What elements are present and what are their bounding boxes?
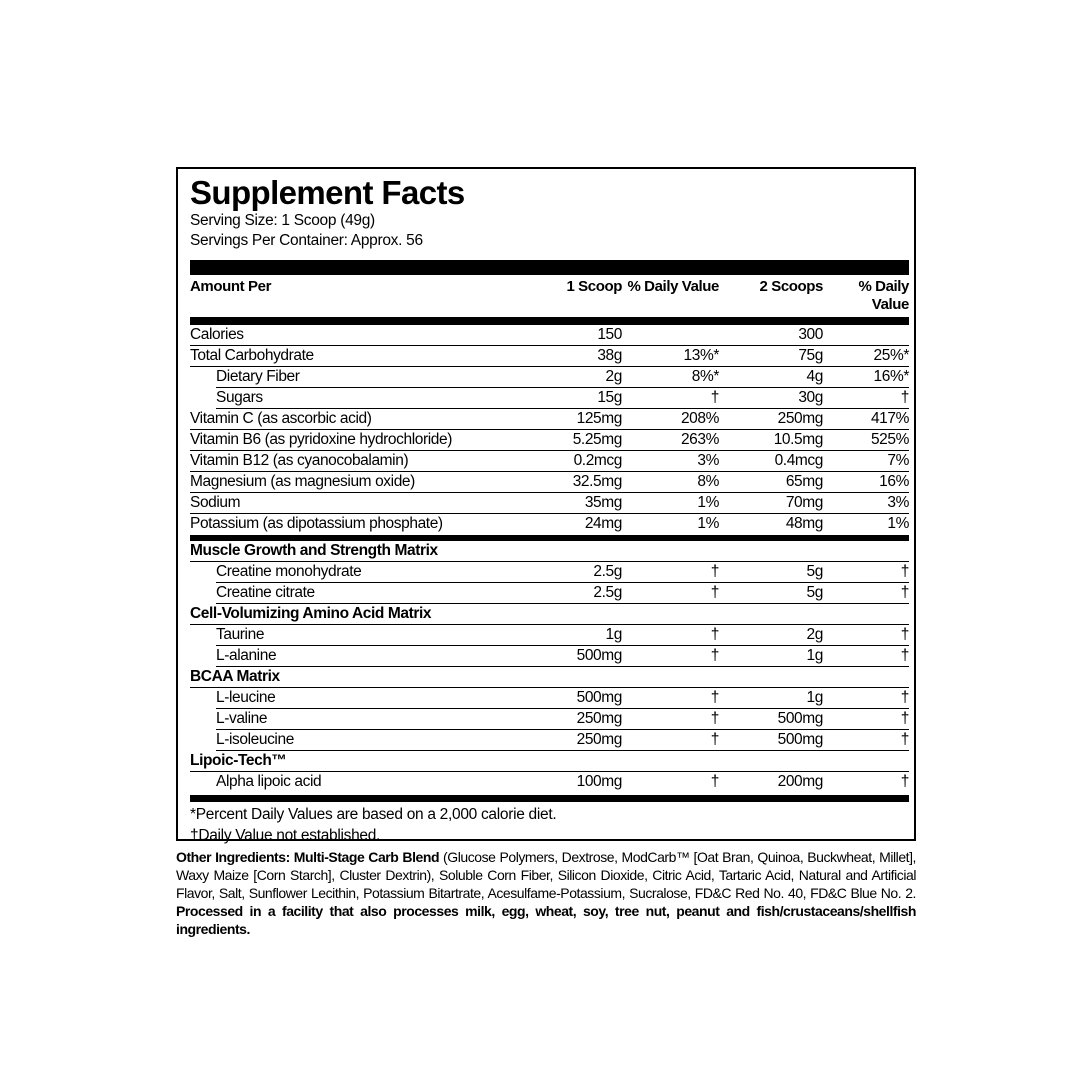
dv-2-scoops: 3% bbox=[887, 494, 909, 511]
serving-size: Serving Size: 1 Scoop (49g) bbox=[190, 212, 375, 229]
table-row bbox=[190, 325, 909, 346]
dv-1-scoop: 3% bbox=[697, 452, 719, 469]
dv-2-scoops: 1% bbox=[887, 515, 909, 532]
matrix-heading: Lipoic-Tech™ bbox=[190, 752, 287, 769]
servings-per-container: Servings Per Container: Approx. 56 bbox=[190, 232, 423, 249]
supplement-facts-panel bbox=[176, 167, 916, 844]
dv-2-scoops: † bbox=[900, 584, 909, 601]
dv-2-scoops: † bbox=[900, 626, 909, 643]
dv-2-scoops: 16% bbox=[879, 473, 909, 490]
divider-bar bbox=[190, 795, 909, 802]
table-row bbox=[216, 688, 909, 709]
table-row bbox=[190, 451, 909, 472]
amount-1-scoop: 5.25mg bbox=[572, 431, 622, 448]
dv-1-scoop: † bbox=[710, 773, 719, 790]
dv-1-scoop: † bbox=[710, 710, 719, 727]
amount-2-scoops: 5g bbox=[806, 563, 823, 580]
table-row bbox=[216, 709, 909, 730]
amount-1-scoop: 32.5mg bbox=[572, 473, 622, 490]
dv-2-scoops: 7% bbox=[887, 452, 909, 469]
header-dv-1: % Daily Value bbox=[627, 278, 719, 295]
nutrient-name: Sugars bbox=[216, 389, 263, 406]
amount-2-scoops: 500mg bbox=[777, 710, 823, 727]
nutrient-name: Potassium (as dipotassium phosphate) bbox=[190, 515, 443, 532]
nutrient-name: L-isoleucine bbox=[216, 731, 294, 748]
dv-1-scoop: † bbox=[710, 626, 719, 643]
table-row bbox=[216, 388, 909, 409]
table-row bbox=[190, 667, 909, 688]
dv-2-scoops: † bbox=[900, 563, 909, 580]
amount-2-scoops: 1g bbox=[806, 689, 823, 706]
dv-1-scoop: † bbox=[710, 731, 719, 748]
nutrient-name: L-alanine bbox=[216, 647, 277, 664]
footnote-dv: *Percent Daily Values are based on a 2,000 calorie diet. bbox=[190, 806, 557, 823]
amount-2-scoops: 65mg bbox=[785, 473, 823, 490]
dv-2-scoops: 16%* bbox=[873, 368, 909, 385]
dv-2-scoops: 417% bbox=[870, 410, 909, 427]
dv-1-scoop: 8%* bbox=[691, 368, 719, 385]
table-row bbox=[190, 514, 909, 535]
amount-1-scoop: 125mg bbox=[576, 410, 622, 427]
amount-2-scoops: 250mg bbox=[777, 410, 823, 427]
table-row bbox=[190, 472, 909, 493]
table-row bbox=[216, 772, 909, 793]
table-row bbox=[190, 604, 909, 625]
amount-2-scoops: 75g bbox=[798, 347, 823, 364]
nutrient-name: Sodium bbox=[190, 494, 241, 511]
matrix-heading: Muscle Growth and Strength Matrix bbox=[190, 542, 438, 559]
nutrient-name: Creatine monohydrate bbox=[216, 563, 362, 580]
dv-1-scoop: 8% bbox=[697, 473, 719, 490]
dv-1-scoop: 208% bbox=[680, 410, 719, 427]
amount-2-scoops: 48mg bbox=[785, 515, 823, 532]
amount-1-scoop: 1g bbox=[605, 626, 622, 643]
matrix-heading: Cell-Volumizing Amino Acid Matrix bbox=[190, 605, 432, 622]
dv-2-scoops: 25%* bbox=[873, 347, 909, 364]
dv-1-scoop: † bbox=[710, 647, 719, 664]
dv-2-scoops: † bbox=[900, 689, 909, 706]
nutrient-name: L-leucine bbox=[216, 689, 276, 706]
nutrient-name: Dietary Fiber bbox=[216, 368, 300, 385]
amount-1-scoop: 500mg bbox=[576, 689, 622, 706]
amount-2-scoops: 10.5mg bbox=[773, 431, 823, 448]
amount-1-scoop: 38g bbox=[597, 347, 622, 364]
table-row bbox=[216, 625, 909, 646]
table-row bbox=[216, 646, 909, 667]
nutrient-name: Total Carbohydrate bbox=[190, 347, 314, 364]
table-row bbox=[190, 409, 909, 430]
amount-1-scoop: 250mg bbox=[576, 710, 622, 727]
nutrient-name: L-valine bbox=[216, 710, 268, 727]
other-ingredients-label: Other Ingredients: Multi-Stage Carb Blend bbox=[176, 849, 440, 865]
allergen-warning: Processed in a facility that also processes milk, egg, wheat, soy, tree nut, peanut and fish/crustaceans/shellfish ingredients. bbox=[176, 903, 916, 937]
dv-1-scoop: 1% bbox=[697, 494, 719, 511]
amount-2-scoops: 2g bbox=[806, 626, 823, 643]
nutrient-rows bbox=[190, 325, 909, 535]
table-row bbox=[216, 562, 909, 583]
amount-1-scoop: 2g bbox=[605, 368, 622, 385]
dv-1-scoop: † bbox=[710, 389, 719, 406]
amount-1-scoop: 2.5g bbox=[593, 584, 622, 601]
panel-title: Supplement Facts bbox=[190, 174, 465, 211]
table-row bbox=[216, 367, 909, 388]
table-row bbox=[190, 430, 909, 451]
dv-2-scoops: † bbox=[900, 773, 909, 790]
amount-2-scoops: 1g bbox=[806, 647, 823, 664]
amount-2-scoops: 300 bbox=[798, 326, 823, 343]
matrix-rows bbox=[190, 541, 909, 793]
amount-1-scoop: 250mg bbox=[576, 731, 622, 748]
dv-1-scoop: † bbox=[710, 689, 719, 706]
amount-1-scoop: 150 bbox=[597, 326, 622, 343]
nutrient-name: Calories bbox=[190, 326, 244, 343]
header-amount: Amount Per bbox=[190, 278, 272, 295]
amount-1-scoop: 500mg bbox=[576, 647, 622, 664]
nutrient-name: Taurine bbox=[216, 626, 265, 643]
dv-2-scoops: † bbox=[900, 389, 909, 406]
dv-1-scoop: 1% bbox=[697, 515, 719, 532]
table-row bbox=[190, 751, 909, 772]
dv-1-scoop: † bbox=[710, 584, 719, 601]
nutrient-name: Vitamin B6 (as pyridoxine hydrochloride) bbox=[190, 431, 452, 448]
amount-1-scoop: 15g bbox=[597, 389, 622, 406]
amount-2-scoops: 500mg bbox=[777, 731, 823, 748]
dv-1-scoop: 263% bbox=[680, 431, 719, 448]
table-row bbox=[216, 730, 909, 751]
other-ingredients bbox=[176, 848, 916, 938]
dv-2-scoops bbox=[823, 325, 909, 345]
nutrient-name: Vitamin B12 (as cyanocobalamin) bbox=[190, 452, 409, 469]
table-header bbox=[190, 275, 909, 317]
table-row bbox=[190, 493, 909, 514]
amount-2-scoops: 70mg bbox=[785, 494, 823, 511]
header-dv-2: % Daily Value bbox=[858, 278, 909, 313]
footnote-dagger: †Daily Value not established. bbox=[190, 827, 381, 844]
amount-1-scoop: 100mg bbox=[576, 773, 622, 790]
amount-2-scoops: 200mg bbox=[777, 773, 823, 790]
dv-2-scoops: † bbox=[900, 647, 909, 664]
table-row bbox=[190, 541, 909, 562]
other-ingredients-text: (Glucose Polymers, Dextrose, ModCarb™ [Oat Bran, Quinoa, Buckwheat, Millet], Waxy Maize [Corn Starch], Cluster Dextrin), Soluble Corn Fiber, Silicon Dioxide, Citric Acid, Tartaric Acid, Natural and Artificial Flavor, Salt, Sunflower Lecithin, Potassium Bitartrate, Acesulfame-Potassium, Sucralose, FD&C Red No. 40, FD&C Blue No. 2. bbox=[176, 849, 916, 901]
header-2-scoops: 2 Scoops bbox=[759, 278, 823, 295]
dv-1-scoop bbox=[622, 325, 719, 345]
header-1-scoop: 1 Scoop bbox=[566, 278, 622, 295]
amount-2-scoops: 0.4mcg bbox=[774, 452, 823, 469]
table-row bbox=[216, 583, 909, 604]
divider-bar bbox=[190, 260, 909, 275]
amount-2-scoops: 5g bbox=[806, 584, 823, 601]
dv-2-scoops: † bbox=[900, 710, 909, 727]
nutrient-name: Alpha lipoic acid bbox=[216, 773, 322, 790]
nutrient-name: Creatine citrate bbox=[216, 584, 315, 601]
divider-bar bbox=[190, 317, 909, 325]
amount-2-scoops: 4g bbox=[806, 368, 823, 385]
dv-2-scoops: † bbox=[900, 731, 909, 748]
nutrient-name: Magnesium (as magnesium oxide) bbox=[190, 473, 415, 490]
amount-1-scoop: 35mg bbox=[584, 494, 622, 511]
table-row bbox=[190, 346, 909, 367]
dv-1-scoop: † bbox=[710, 563, 719, 580]
nutrient-name: Vitamin C (as ascorbic acid) bbox=[190, 410, 372, 427]
amount-1-scoop: 0.2mcg bbox=[573, 452, 622, 469]
matrix-heading: BCAA Matrix bbox=[190, 668, 280, 685]
dv-1-scoop: 13%* bbox=[683, 347, 719, 364]
amount-1-scoop: 24mg bbox=[584, 515, 622, 532]
dv-2-scoops: 525% bbox=[870, 431, 909, 448]
amount-2-scoops: 30g bbox=[798, 389, 823, 406]
amount-1-scoop: 2.5g bbox=[593, 563, 622, 580]
